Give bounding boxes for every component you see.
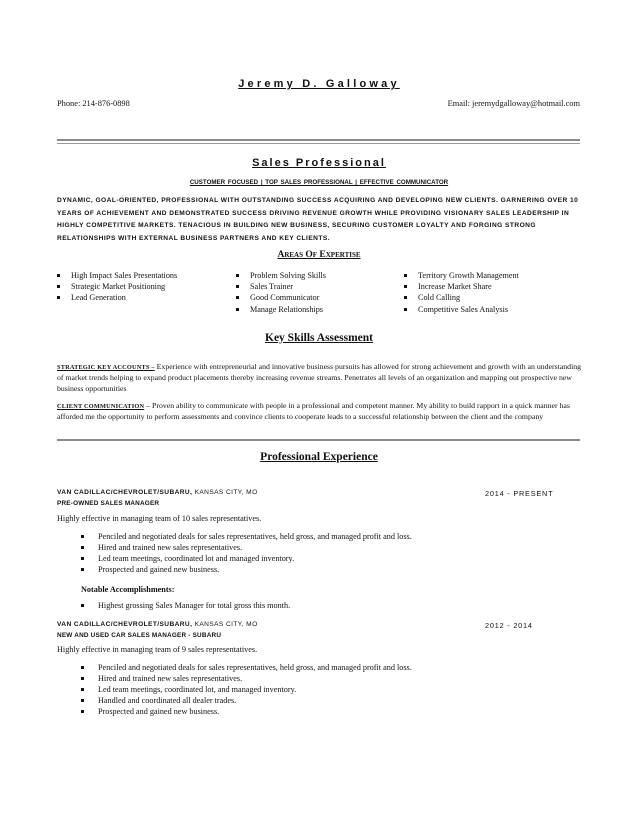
expertise-column [57, 270, 177, 304]
tagline: CUSTOMER FOCUSED | TOP SALES PROFESSIONAL | EFFECTIVE COMMUNICATOR [189, 179, 449, 186]
professional-experience-heading: Professional Experience [260, 451, 378, 463]
duty-item: Led team meetings, coordinated lot and managed inventory. [81, 553, 412, 564]
job-company [57, 489, 258, 496]
duty-item: Penciled and negotiated deals for sales representatives, held gross, and managed profit and loss. [81, 531, 412, 542]
company-location: KANSAS CITY, MO [194, 621, 258, 628]
expertise-item: Lead Generation [57, 292, 177, 303]
company-location: KANSAS CITY, MO [194, 489, 258, 496]
areas-of-expertise-heading: Areas Of Expertise [277, 250, 361, 260]
job-summary: Highly effective in managing team of 9 sales representatives. [57, 645, 258, 654]
job-dates: 2014 - PRESENT [485, 489, 554, 498]
duty-item: Hired and trained new sales representatives. [81, 673, 412, 684]
company-name: VAN CADILLAC/CHEVROLET/SUBARU, [57, 489, 193, 496]
skill-paragraph [57, 362, 582, 394]
skill-lead: CLIENT COMMUNICATION [57, 403, 145, 410]
divider [57, 143, 580, 144]
job-duties [81, 531, 412, 575]
accomplishment-item: Highest grossing Sales Manager for total gross this month. [81, 600, 290, 611]
expertise-item: High Impact Sales Presentations [57, 270, 177, 281]
duty-item: Handled and coordinated all dealer trades. [81, 695, 412, 706]
expertise-item: Problem Solving Skills [236, 270, 326, 281]
sales-professional-heading: Sales Professional [252, 157, 386, 169]
expertise-item: Sales Trainer [236, 281, 326, 292]
job-summary: Highly effective in managing team of 10 sales representatives. [57, 514, 262, 523]
key-skills-heading: Key Skills Assessment [265, 332, 373, 344]
job-duties [81, 662, 412, 717]
divider [57, 139, 580, 141]
duty-item: Prospected and gained new business. [81, 706, 412, 717]
expertise-item: Increase Market Share [404, 281, 519, 292]
expertise-item: Strategic Market Positioning [57, 281, 177, 292]
duty-item: Hired and trained new sales representatives. [81, 542, 412, 553]
profile-summary: DYNAMIC, GOAL-ORIENTED, PROFESSIONAL WITH OUTSTANDING SUCCESS ACQUIRING AND DEVELOPING NEW CLIENTS. GARNERING OVER 10 YEARS OF ACHIEVEMENT AND DEMONSTRATED SUCCESS DRIVING REVENUE GROWTH WHILE PROVIDING VISIONARY SALES LEADERSHIP IN HIGHLY COMPETITIVE MARKETS. TENACIOUS IN BUILDING NEW BUSINESS, SECURING CUSTOMER LOYALTY AND FORGING STRONG RELATIONSHIPS WITH EXTERNAL BUSINESS PARTNERS AND KEY CLIENTS. [57, 197, 579, 242]
expertise-item: Competitive Sales Analysis [404, 304, 519, 315]
job-dates: 2012 - 2014 [485, 621, 533, 630]
expertise-column [236, 270, 326, 315]
expertise-item: Cold Calling [404, 292, 519, 303]
accomplishment-list [81, 600, 290, 611]
skill-text: Experience with entrepreneurial and innovative business pursuits has allowed for strong achievement and growth with an understanding of market trends helping to expand product placements thereby increasing revenue streams. Penetrates all levels of an organization and mapping out prospective new business opportunities [57, 362, 582, 393]
candidate-name: Jeremy D. Galloway [238, 78, 400, 90]
duty-item: Penciled and negotiated deals for sales representatives, held gross, and managed profit and loss. [81, 662, 412, 673]
job-company [57, 621, 258, 628]
skill-paragraph [57, 401, 582, 423]
job-role: NEW AND USED CAR SALES MANAGER - SUBARU [57, 632, 222, 639]
divider [57, 439, 580, 441]
job-role: PRE-OWNED SALES MANAGER [57, 500, 160, 507]
expertise-item: Manage Relationships [236, 304, 326, 315]
skill-lead: STRATEGIC KEY ACCOUNTS – [57, 364, 155, 371]
email-address: Email: jeremydgalloway@hotmail.com [447, 99, 580, 108]
company-name: VAN CADILLAC/CHEVROLET/SUBARU, [57, 621, 193, 628]
expertise-item: Good Communicator [236, 292, 326, 303]
phone-number: Phone: 214-876-0898 [57, 99, 130, 108]
notable-accomplishments-heading: Notable Accomplishments: [81, 585, 175, 594]
duty-item: Prospected and gained new business. [81, 564, 412, 575]
skill-text: – Proven ability to communicate with people in a professional and competent manner. My ability to build rapport in a quick manner has afforded me the opportunity to perform assessments and convince clients to cooperate leads to a successful relationship between the client and the company [57, 401, 570, 422]
expertise-item: Territory Growth Management [404, 270, 519, 281]
expertise-column [404, 270, 519, 315]
duty-item: Led team meetings, coordinated lot, and managed inventory. [81, 684, 412, 695]
